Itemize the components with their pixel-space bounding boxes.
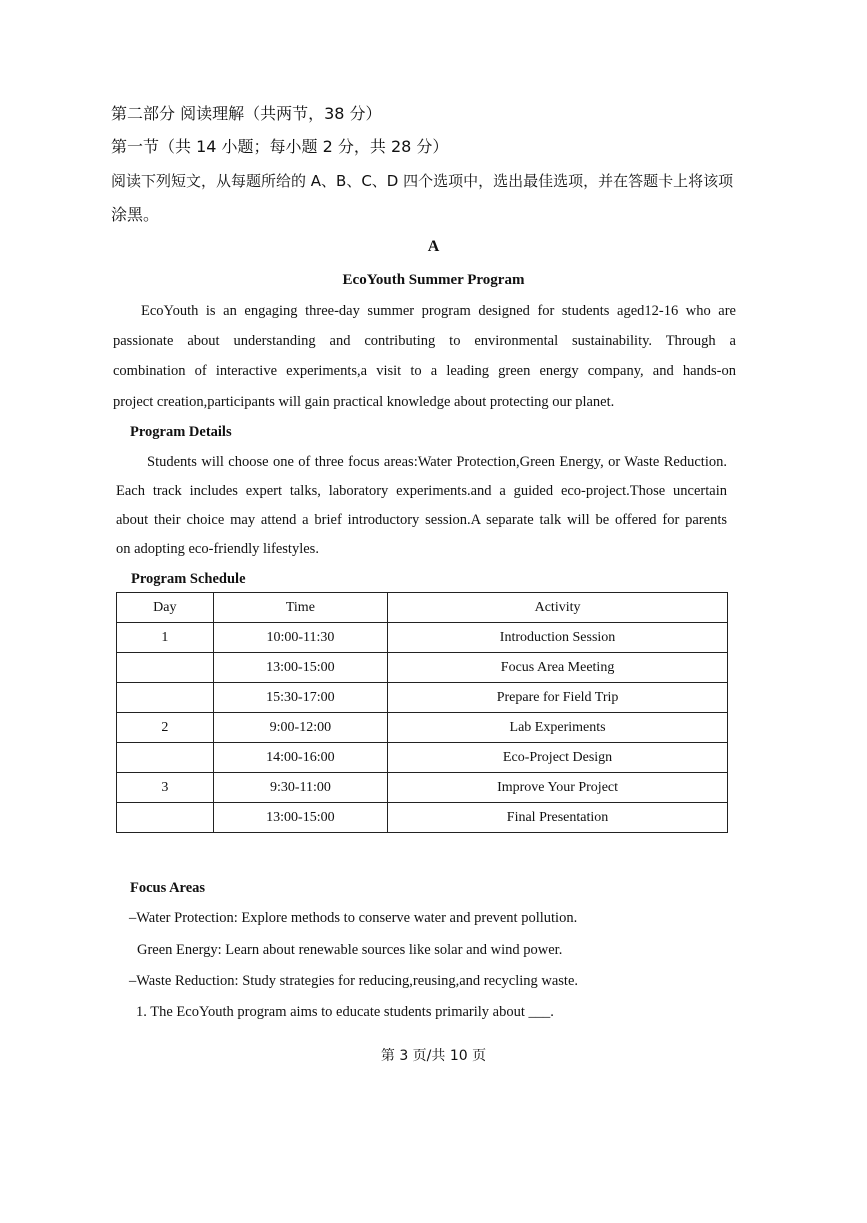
activity-cell: Focus Area Meeting [388, 653, 728, 683]
activity-cell: Lab Experiments [388, 713, 728, 743]
table-row [117, 713, 728, 743]
schedule-table [116, 592, 728, 833]
details-line-1: Students will choose one of three focus areas:Water Protection,Green Energy, or Waste Reduction. [147, 454, 727, 470]
time-cell: 9:30-11:00 [213, 773, 387, 803]
time-cell: 10:00-11:30 [213, 623, 387, 653]
question-1: 1. The EcoYouth program aims to educate students primarily about ___. [136, 1004, 554, 1020]
details-line-3: about their choice may attend a brief introductory session.A separate talk will be offered for parents [116, 512, 727, 528]
intro-line-2: passionate about understanding and contributing to environmental sustainability. Through a [113, 333, 736, 349]
schedule-heading: Program Schedule [131, 571, 246, 587]
page-number: 第 3 页/共 10 页 [380, 1048, 487, 1064]
day-cell [117, 683, 214, 713]
time-cell: 13:00-15:00 [213, 803, 387, 833]
intro-line-4: project creation,participants will gain practical knowledge about protecting our planet. [113, 394, 615, 410]
activity-cell: Prepare for Field Trip [388, 683, 728, 713]
table-row [117, 683, 728, 713]
focus-item-energy: Green Energy: Learn about renewable sources like solar and wind power. [137, 942, 563, 958]
time-cell: 15:30-17:00 [213, 683, 387, 713]
details-line-4: on adopting eco-friendly lifestyles. [116, 541, 319, 557]
instruction-line-1: 阅读下列短文，从每题所给的 A、B、C、D 四个选项中，选出最佳选项，并在答题卡上将该项 [111, 172, 734, 190]
activity-cell: Eco-Project Design [388, 743, 728, 773]
focus-heading: Focus Areas [130, 880, 206, 896]
intro-line-1: EcoYouth is an engaging three-day summer program designed for students aged12-16 who are [141, 303, 736, 319]
time-cell: 9:00-12:00 [213, 713, 387, 743]
focus-item-waste: –Waste Reduction: Study strategies for reducing,reusing,and recycling waste. [129, 973, 579, 989]
passage-letter: A [427, 238, 440, 255]
activity-cell: Final Presentation [388, 803, 728, 833]
passage-title: EcoYouth Summer Program [342, 272, 525, 288]
table-row [117, 773, 728, 803]
column-header-time: Time [213, 593, 387, 623]
table-row [117, 743, 728, 773]
part-title: 第二部分 阅读理解（共两节，38 分） [111, 104, 382, 123]
day-cell [117, 743, 214, 773]
day-cell [117, 653, 214, 683]
details-heading: Program Details [130, 424, 232, 440]
day-cell: 1 [117, 623, 214, 653]
section-title: 第一节（共 14 小题；每小题 2 分，共 28 分） [111, 137, 449, 156]
time-cell: 14:00-16:00 [213, 743, 387, 773]
focus-item-water: –Water Protection: Explore methods to conserve water and prevent pollution. [129, 910, 578, 926]
column-header-activity: Activity [388, 593, 728, 623]
table-row [117, 653, 728, 683]
details-line-2: Each track includes expert talks, laboratory experiments.and a guided eco-project.Those uncertain [116, 483, 727, 499]
schedule-header-row [117, 593, 728, 623]
day-cell [117, 803, 214, 833]
time-cell: 13:00-15:00 [213, 653, 387, 683]
column-header-day: Day [117, 593, 214, 623]
day-cell: 2 [117, 713, 214, 743]
instruction-line-2: 涂黑。 [111, 205, 160, 224]
intro-line-3: combination of interactive experiments,a visit to a leading green energy company, and hands-on [113, 363, 736, 379]
day-cell: 3 [117, 773, 214, 803]
activity-cell: Introduction Session [388, 623, 728, 653]
table-row [117, 803, 728, 833]
activity-cell: Improve Your Project [388, 773, 728, 803]
table-row [117, 623, 728, 653]
